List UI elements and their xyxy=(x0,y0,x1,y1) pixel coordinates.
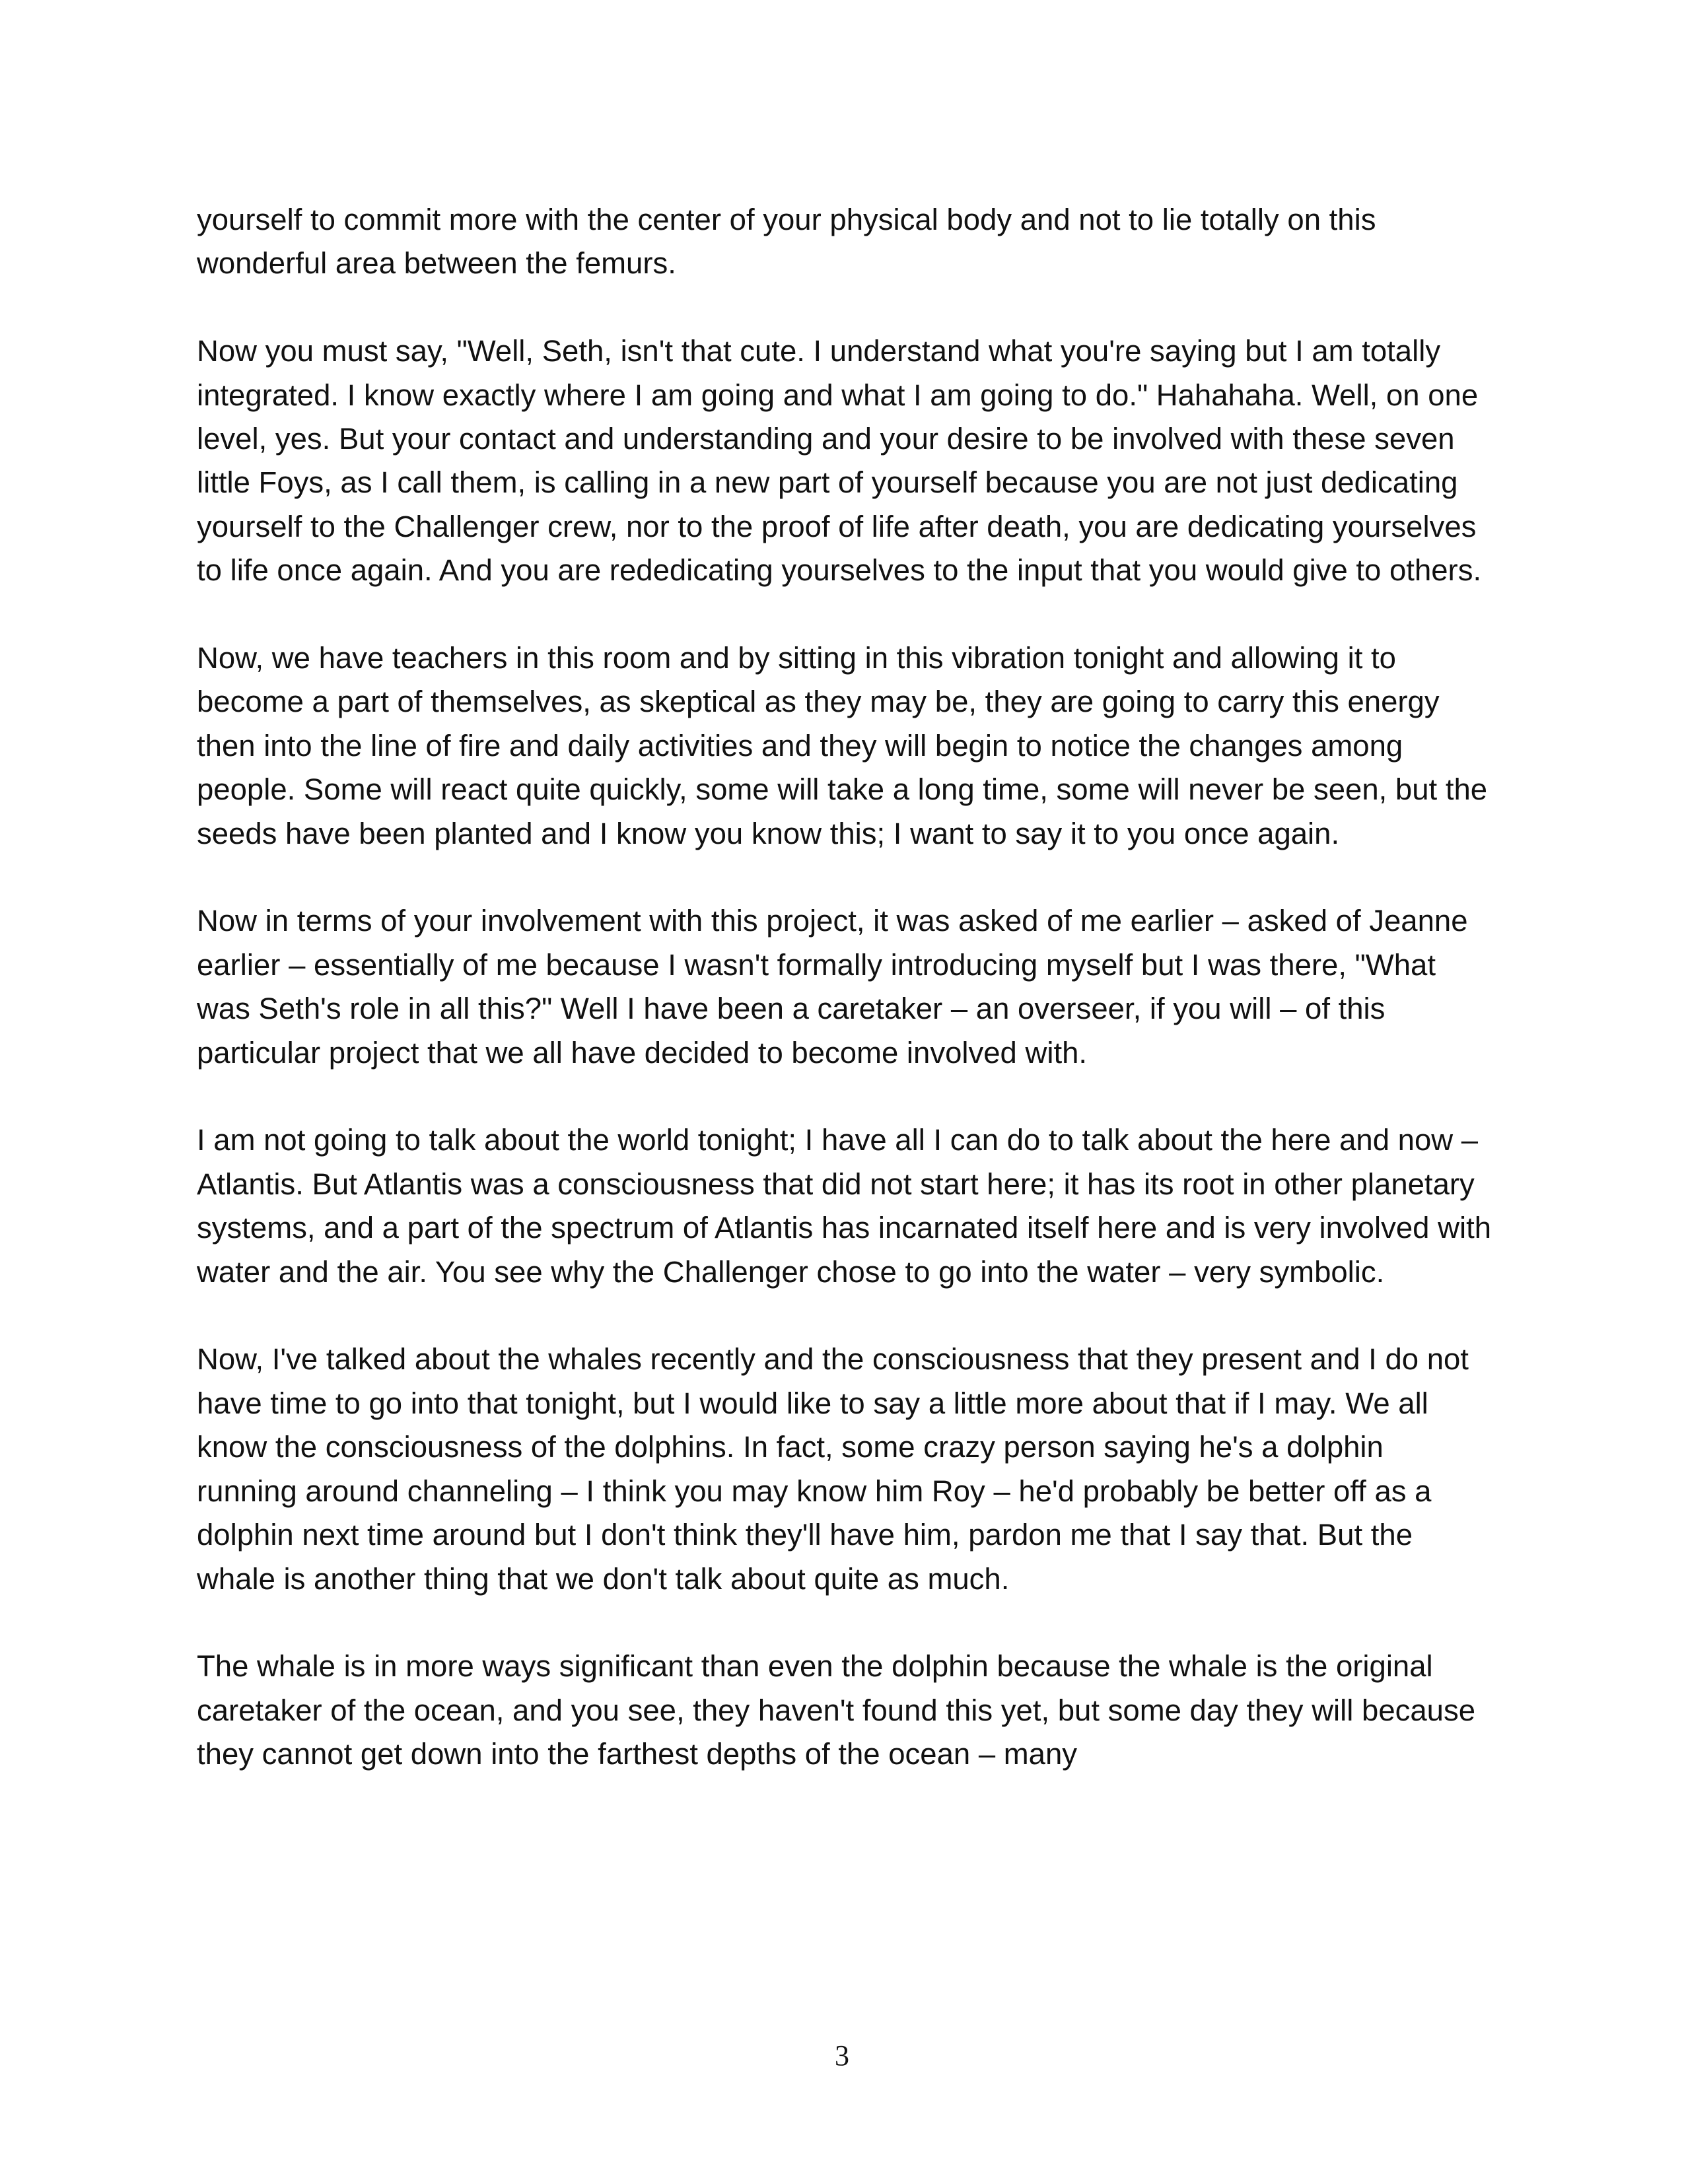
paragraph-4: Now in terms of your involvement with this project, it was asked of me earlier – asked of Jeanne earlier – essentially of me because I wasn't formally introducing myself but I was there, "What was Seth's role in all this?" Well I have been a caretaker – an overseer, if you will – of this particular project that we all have decided to become involved with. xyxy=(197,904,1468,1070)
paragraph-5: I am not going to talk about the world tonight; I have all I can do to talk about the here and now – Atlantis. But Atlantis was a consciousness that did not start here; it has its root in other planetary systems, and a part of the spectrum of Atlantis has incarnated itself here and is very involved with water and the air. You see why the Challenger chose to go into the water – very symbolic. xyxy=(197,1123,1492,1289)
paragraph-1: yourself to commit more with the center of your physical body and not to lie totally on this wonderful area between the femurs. xyxy=(197,203,1376,281)
paragraph-7: The whale is in more ways significant than even the dolphin because the whale is the original caretaker of the ocean, and you see, they haven't found this yet, but some day they will because they cannot get down into the farthest depths of the ocean – many xyxy=(197,1649,1476,1771)
page-number: 3 xyxy=(835,2039,849,2072)
paragraph-2: Now you must say, "Well, Seth, isn't that cute. I understand what you're saying but I am totally integrated. I know exactly where I am going and what I am going to do." Hahahaha. Well, on one level, yes. But your contact and understanding and your desire to be involved with these seven little Foys, as I call them, is calling in a new part of yourself because you are not just dedicating yourself to the Challenger crew, nor to the proof of life after death, you are dedicating yourselves to life once again. And you are rededicating yourselves to the input that you would give to others. xyxy=(197,334,1482,588)
paragraph-6: Now, I've talked about the whales recently and the consciousness that they present and I do not have time to go into that tonight, but I would like to say a little more about that if I may. We all know the consciousness of the dolphins. In fact, some crazy person saying he's a dolphin running around channeling – I think you may know him Roy – he'd probably be better off as a dolphin next time around but I don't think they'll have him, pardon me that I say that. But the whale is another thing that we don't talk about quite as much. xyxy=(197,1342,1469,1596)
body-text xyxy=(197,198,1491,1820)
paragraph-3: Now, we have teachers in this room and by sitting in this vibration tonight and allowing it to become a part of themselves, as skeptical as they may be, they are going to carry this energy then into the line of fire and daily activities and they will begin to notice the changes among people. Some will react quite quickly, some will take a long time, some will never be seen, but the seeds have been planted and I know you know this; I want to say it to you once again. xyxy=(197,641,1488,850)
